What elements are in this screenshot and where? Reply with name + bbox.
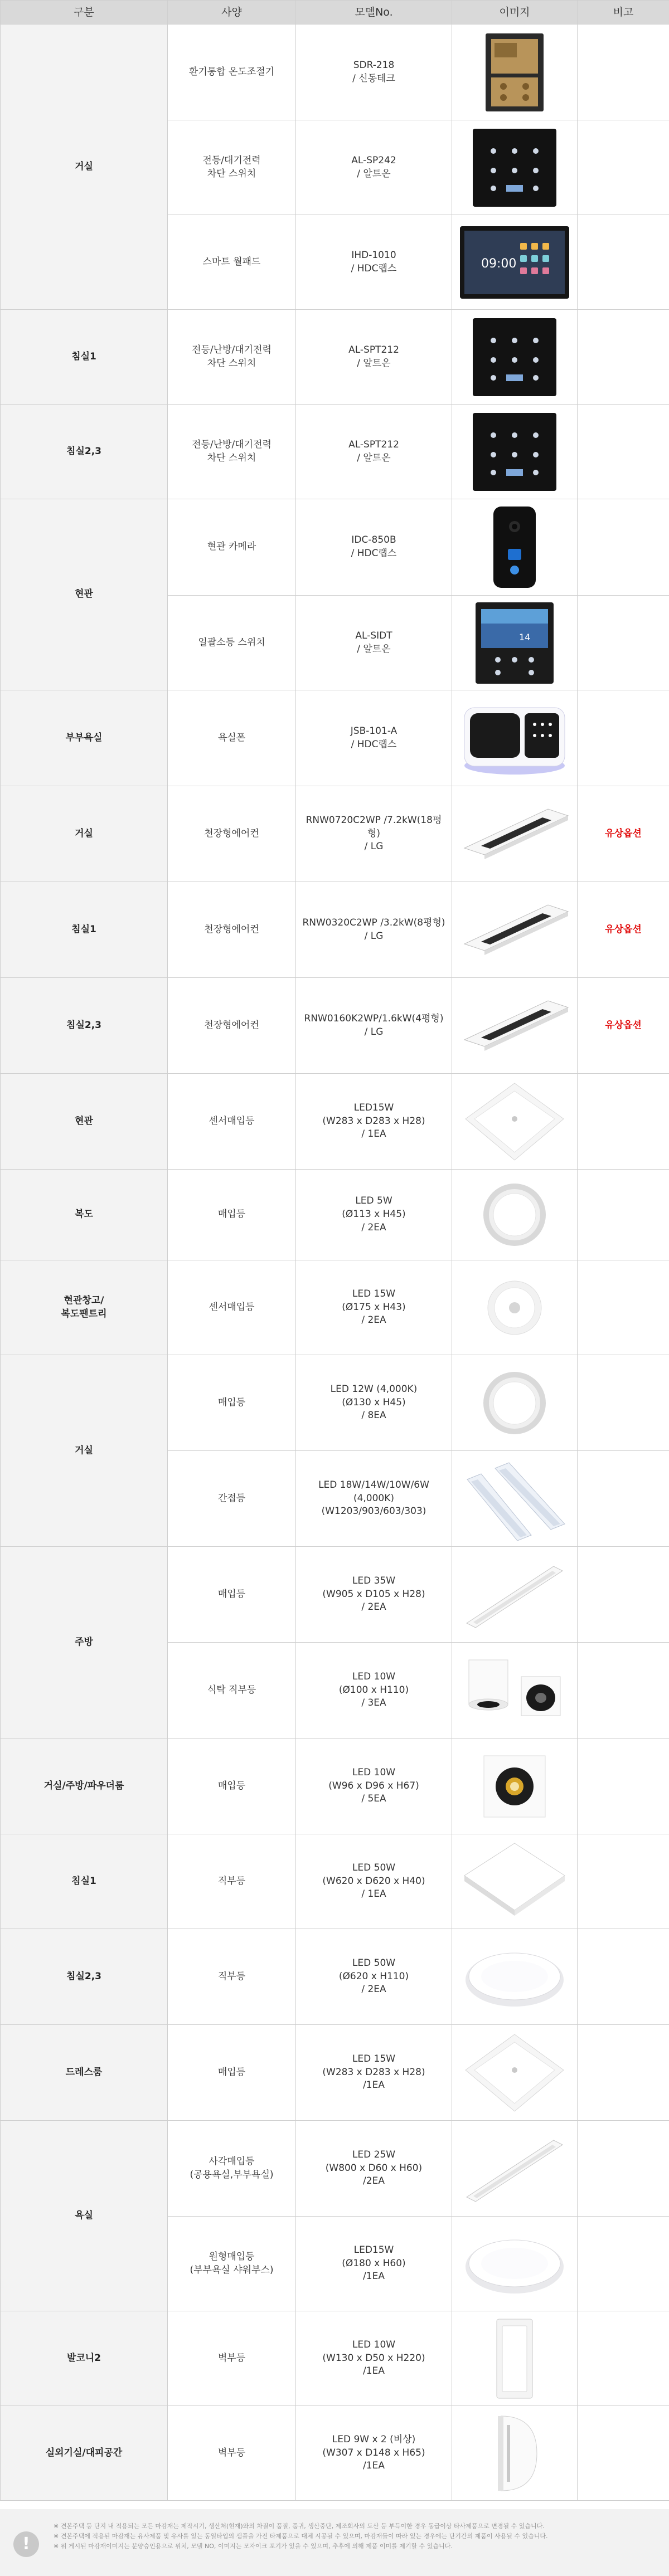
note-cell [578,1547,669,1643]
spec-cell: 센서매입등 [168,1074,296,1170]
spec-cell: 식탁 직부등 [168,1643,296,1739]
warning-icon: ! [13,2531,39,2557]
table-row [1,1355,669,1451]
square-spot-icon [459,1745,570,1828]
table-row [1,2406,669,2501]
category-cell: 침실1 [1,882,168,978]
linear-light-icon [459,2127,570,2210]
category-cell: 발코니2 [1,2311,168,2406]
disclaimer-footer [0,2509,669,2576]
round-downlight-icon [459,1173,570,1257]
image-cell [452,2311,578,2406]
round-panel-icon [459,1935,570,2019]
image-cell [452,2217,578,2311]
touch-switch-icon [459,315,570,399]
spec-cell: 사각매입등 (공용욕실,부부욕실) [168,2121,296,2217]
category-cell: 침실2,3 [1,1929,168,2025]
image-cell [452,690,578,786]
image-cell [452,1260,578,1355]
spec-cell: 환기통합 온도조절기 [168,25,296,120]
image-cell [452,978,578,1074]
master-switch-icon [459,601,570,685]
note-cell: 유상옵션 [578,882,669,978]
table-row [1,2311,669,2406]
table-row [1,1547,669,1643]
wallpad-icon [459,221,570,304]
round-downlight-icon [459,1361,570,1445]
model-cell: IDC-850B / HDC랩스 [296,499,452,596]
model-cell: LED 12W (4,000K) (Ø130 x H45) / 8EA [296,1355,452,1451]
model-cell: AL-SP242 / 알트온 [296,120,452,215]
image-cell [452,310,578,405]
image-cell [452,786,578,882]
category-cell: 거실 [1,1355,168,1547]
note-cell [578,2025,669,2121]
note-cell: 유상옵션 [578,978,669,1074]
round-panel-icon [459,2222,570,2306]
note-cell [578,2217,669,2311]
image-cell [452,215,578,310]
note-cell [578,120,669,215]
ceiling-ac-icon [459,792,570,876]
category-cell: 거실 [1,25,168,310]
thermostat-panel-icon [459,31,570,114]
table-header-row [1,1,669,25]
spec-cell: 매입등 [168,1355,296,1451]
note-cell [578,1355,669,1451]
category-cell: 욕실 [1,2121,168,2311]
category-cell: 침실2,3 [1,405,168,499]
model-cell: SDR-218 / 신동테크 [296,25,452,120]
table-row [1,2121,669,2217]
table-row [1,690,669,786]
wall-lamp-icon [459,2317,570,2400]
touch-switch-icon [459,126,570,210]
table-row [1,978,669,1074]
note-cell [578,499,669,596]
model-cell: LED 25W (W800 x D60 x H60) /2EA [296,2121,452,2217]
square-downlight-icon [459,1080,570,1163]
note-cell [578,1451,669,1547]
note-cell [578,25,669,120]
image-cell [452,1739,578,1834]
category-cell: 침실1 [1,310,168,405]
bath-phone-icon [459,697,570,780]
model-cell: AL-SPT212 / 알트온 [296,405,452,499]
category-cell: 현관 [1,1074,168,1170]
image-cell [452,2406,578,2501]
category-cell: 침실2,3 [1,978,168,1074]
spec-cell: 전등/난방/대기전력 차단 스위치 [168,405,296,499]
category-cell: 거실 [1,786,168,882]
square-downlight-icon [459,2031,570,2115]
model-cell: LED 18W/14W/10W/6W (4,000K) (W1203/903/603/303) [296,1451,452,1547]
image-cell [452,2121,578,2217]
model-cell: LED 15W (W283 x D283 x H28) /1EA [296,2025,452,2121]
ceiling-ac-icon [459,888,570,972]
table-row [1,499,669,596]
spec-cell: 천장형에어컨 [168,786,296,882]
model-cell: RNW0720C2WP /7.2kW(18평형) / LG [296,786,452,882]
note-cell [578,1260,669,1355]
model-cell: LED 10W (W96 x D96 x H67) / 5EA [296,1739,452,1834]
category-cell: 침실1 [1,1834,168,1929]
header-model: 모델No. [296,1,452,25]
note-cell [578,1170,669,1260]
model-cell: LED 15W (Ø175 x H43) / 2EA [296,1260,452,1355]
disclaimer-line: ※ 견본주택에 적용된 마감재는 유사제품 및 유사를 있는 동일타입의 샘플을 가진 타제품으로 대체 시공될 수 있으며, 마감재들이 따라 있는 경우에는 단기간의 제품이 사용될 수 있습니다. [54,2533,548,2540]
table-row [1,25,669,120]
spec-cell: 천장형에어컨 [168,978,296,1074]
model-cell: RNW0160K2WP/1.6kW(4평형) / LG [296,978,452,1074]
spec-cell: 매입등 [168,1170,296,1260]
image-cell [452,1170,578,1260]
spec-cell: 간접등 [168,1451,296,1547]
spec-cell: 일괄소등 스위치 [168,596,296,690]
image-cell [452,120,578,215]
model-cell: LED 5W (Ø113 x H45) / 2EA [296,1170,452,1260]
svg-text:14: 14 [519,631,531,642]
category-cell: 실외기실/대피공간 [1,2406,168,2501]
image-cell [452,2025,578,2121]
model-cell: IHD-1010 / HDC랩스 [296,215,452,310]
image-cell [452,1451,578,1547]
image-cell [452,882,578,978]
cylinder-spot-icon [459,1649,570,1732]
image-cell [452,499,578,596]
image-cell [452,596,578,690]
emergency-wall-lamp-icon [459,2412,570,2495]
linear-tube-icon [459,1457,570,1541]
note-cell [578,1643,669,1739]
image-cell [452,25,578,120]
model-cell: AL-SPT212 / 알트온 [296,310,452,405]
note-cell [578,2311,669,2406]
table-row [1,405,669,499]
model-cell: LED 50W (Ø620 x H110) / 2EA [296,1929,452,2025]
note-cell [578,215,669,310]
model-cell: LED15W (Ø180 x H60) /1EA [296,2217,452,2311]
svg-text:09:00: 09:00 [481,256,517,271]
sensor-downlight-icon [459,1266,570,1350]
spec-cell: 원형매입등 (부부욕실 샤워부스) [168,2217,296,2311]
note-cell [578,1074,669,1170]
spec-cell: 전등/난방/대기전력 차단 스위치 [168,310,296,405]
touch-switch-icon [459,410,570,494]
ceiling-ac-icon [459,984,570,1068]
spec-cell: 직부등 [168,1929,296,2025]
image-cell [452,1929,578,2025]
table-row [1,1260,669,1355]
category-cell: 현관창고/ 복도팬트리 [1,1260,168,1355]
category-cell: 드레스룸 [1,2025,168,2121]
table-row [1,786,669,882]
note-cell [578,596,669,690]
spec-cell: 전등/대기전력 차단 스위치 [168,120,296,215]
spec-cell: 매입등 [168,1547,296,1643]
image-cell [452,405,578,499]
table-row [1,1929,669,2025]
category-cell: 부부욕실 [1,690,168,786]
model-cell: AL-SIDT / 알트온 [296,596,452,690]
disclaimer-lines [54,2521,656,2551]
category-cell: 주방 [1,1547,168,1739]
spec-cell: 매입등 [168,2025,296,2121]
image-cell [452,1834,578,1929]
model-cell: LED 50W (W620 x D620 x H40) / 1EA [296,1834,452,1929]
note-cell [578,405,669,499]
square-panel-icon [459,1840,570,1924]
note-cell: 유상옵션 [578,786,669,882]
spec-cell: 직부등 [168,1834,296,1929]
image-cell [452,1074,578,1170]
table-row [1,882,669,978]
spec-cell: 천장형에어컨 [168,882,296,978]
model-cell: LED15W (W283 x D283 x H28) / 1EA [296,1074,452,1170]
category-cell: 현관 [1,499,168,690]
table-row [1,1074,669,1170]
header-category: 구분 [1,1,168,25]
model-cell: LED 10W (Ø100 x H110) / 3EA [296,1643,452,1739]
model-cell: JSB-101-A / HDC랩스 [296,690,452,786]
header-image: 이미지 [452,1,578,25]
note-cell [578,690,669,786]
note-cell [578,1834,669,1929]
image-cell [452,1643,578,1739]
spec-cell: 스마트 월패드 [168,215,296,310]
spec-cell: 벽부등 [168,2311,296,2406]
model-cell: LED 35W (W905 x D105 x H28) / 2EA [296,1547,452,1643]
note-cell [578,1739,669,1834]
table-row [1,310,669,405]
note-cell [578,1929,669,2025]
spec-cell: 매입등 [168,1739,296,1834]
spec-cell: 벽부등 [168,2406,296,2501]
table-row [1,1170,669,1260]
header-note: 비고 [578,1,669,25]
spec-cell: 욕실폰 [168,690,296,786]
disclaimer-line: ※ 위 게시된 마감재이미지는 분양승인용으로 위치, 모델 NO, 이미지는 모자이크 포기가 있을 수 있으며, 추후에 의해 제품 이미를 제기할 수 있습니다. [54,2543,453,2550]
linear-light-icon [459,1553,570,1637]
model-cell: LED 10W (W130 x D50 x H220) /1EA [296,2311,452,2406]
note-cell [578,310,669,405]
note-cell [578,2121,669,2217]
header-spec: 사양 [168,1,296,25]
spec-cell: 현관 카메라 [168,499,296,596]
model-cell: LED 9W x 2 (비상) (W307 x D148 x H65) /1EA [296,2406,452,2501]
table-row [1,1739,669,1834]
image-cell [452,1355,578,1451]
spec-cell: 센서매입등 [168,1260,296,1355]
category-cell: 거실/주방/파우더룸 [1,1739,168,1834]
note-cell [578,2406,669,2501]
image-cell [452,1547,578,1643]
disclaimer-line: ※ 견본주택 등 단지 내 적용되는 모든 마감재는 제작시기, 생산처(현재)와의 차질이 품질, 품귀, 생산중단, 제조회사의 도산 등 부득이한 경우 동급이상 타사제품으로 변경될 수 있습니다. [54,2523,545,2530]
category-cell: 복도 [1,1170,168,1260]
table-row [1,1834,669,1929]
table-row [1,2025,669,2121]
door-camera-icon [459,505,570,589]
model-cell: RNW0320C2WP /3.2kW(8평형) / LG [296,882,452,978]
